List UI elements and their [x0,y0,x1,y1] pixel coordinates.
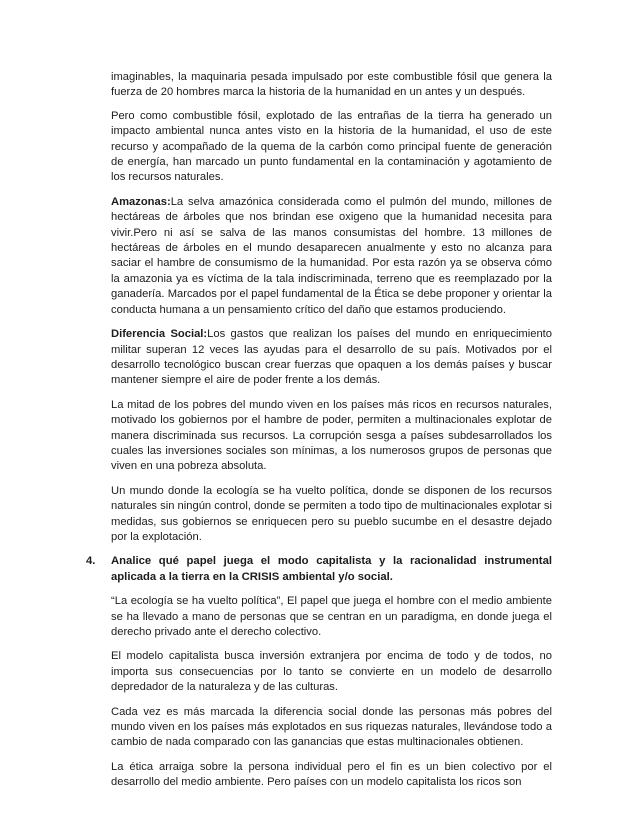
paragraph-diferencia-social [111,327,552,389]
paragraph-intro-continuation: imaginables, la maquinaria pesada impulsado por este combustible fósil que genera la fuerza de 20 hombres marca la historia de la humanidad en un antes y un después. [111,71,552,99]
document-body [86,70,553,800]
answer-paragraph-1: “La ecología se ha vuelto política”, El papel que juega el hombre con el medio ambiente se ha llevado a mano de personas que se centran en un paradigma, en donde juega el derecho privado ante el derecho colectivo. [111,595,552,638]
amazonas-label: Amazonas: [111,195,171,208]
answer-paragraph-3: Cada vez es más marcada la diferencia social donde las personas más pobres del mundo viven en los países más explotados en sus riquezas naturales, llevándose todo a cambio de nada comparado con las ganancias que estas multinacionales obtienen. [111,705,552,749]
diferencia-social-text: Los gastos que realizan los países del mundo en enriquecimiento militar superan 12 veces las ayudas para el desarrollo de su país. Motivados por el desarrollo tecnológico buscan crear fuerzas que opaquen a los demás países y buscar mantener siempre el aire de poder frente a los demás. [111,328,553,387]
paragraph-amazonas [111,195,552,318]
paragraph-ecologia-politica: Un mundo donde la ecología se ha vuelto política, donde se disponen de los recursos naturales sin ningún control, donde se permiten a todo tipo de multinacionales explotar si medidas, sus gobiernos se enriquecen pero su pueblo sucumbe en el desastre dejado por la explotación. [111,484,552,543]
question-text: Analice qué papel juega el modo capitalista y la racionalidad instrumental aplicada a la tierra en la CRISIS ambiental y/o social. [111,555,552,583]
paragraph-pobres: La mitad de los pobres del mundo viven en los países más ricos en recursos naturales, motivado los gobiernos por el hambre de poder, permiten a multinacionales explotar de manera discriminada sus recursos. La corrupción sesga a países subdesarrollados los cuales las inversiones sociales son mínimas, a los numerosos grupos de personas que viven en una pobreza absoluta. [111,398,552,473]
question-number: 4. [86,555,96,568]
answer-paragraph-2: El modelo capitalista busca inversión extranjera por encima de todo y de todos, no importa sus consecuencias por lo tanto se convierte en un modelo de desarrollo depredador de la naturaleza y de las culturas. [111,650,552,694]
question-4 [86,554,552,585]
amazonas-text: La selva amazónica considerada como el pulmón del mundo, millones de hectáreas de árboles que nos brindan ese oxigeno que la humanidad necesita para vivir.Pero ni así se salva de las manos consumistas del hombre. 13 millones de hectáreas de árboles en el mundo desaparecen anualmente y esto no alcanza para saciar el hambre de consumismo de la humanidad. Por esta razón ya se observa cómo la amazonia ya es víctima de la tala indiscriminada, terreno que es reemplazado por la ganadería. Marcados por el papel fundamental de la Ética se debe proponer y orientar la conducta humana a un pensamiento crítico del daño que estamos produciendo. [111,195,552,316]
paragraph-fossil-fuel: Pero como combustible fósil, explotado de las entrañas de la tierra ha generado un impacto ambiental nunca antes visto en la historia de la humanidad, el uso de este recurso y acompañado de la quema de la carbón como principal fuente de generación de energía, han marcado un punto fundamental en la contaminación y agotamiento de los recursos naturales. [111,109,552,184]
answer-paragraph-4: La ética arraiga sobre la persona individual pero el fin es un bien colectivo por el desarrollo del medio ambiente. Pero países con un modelo capitalista los ricos son [111,760,552,789]
diferencia-social-label: Diferencia Social: [111,328,208,341]
